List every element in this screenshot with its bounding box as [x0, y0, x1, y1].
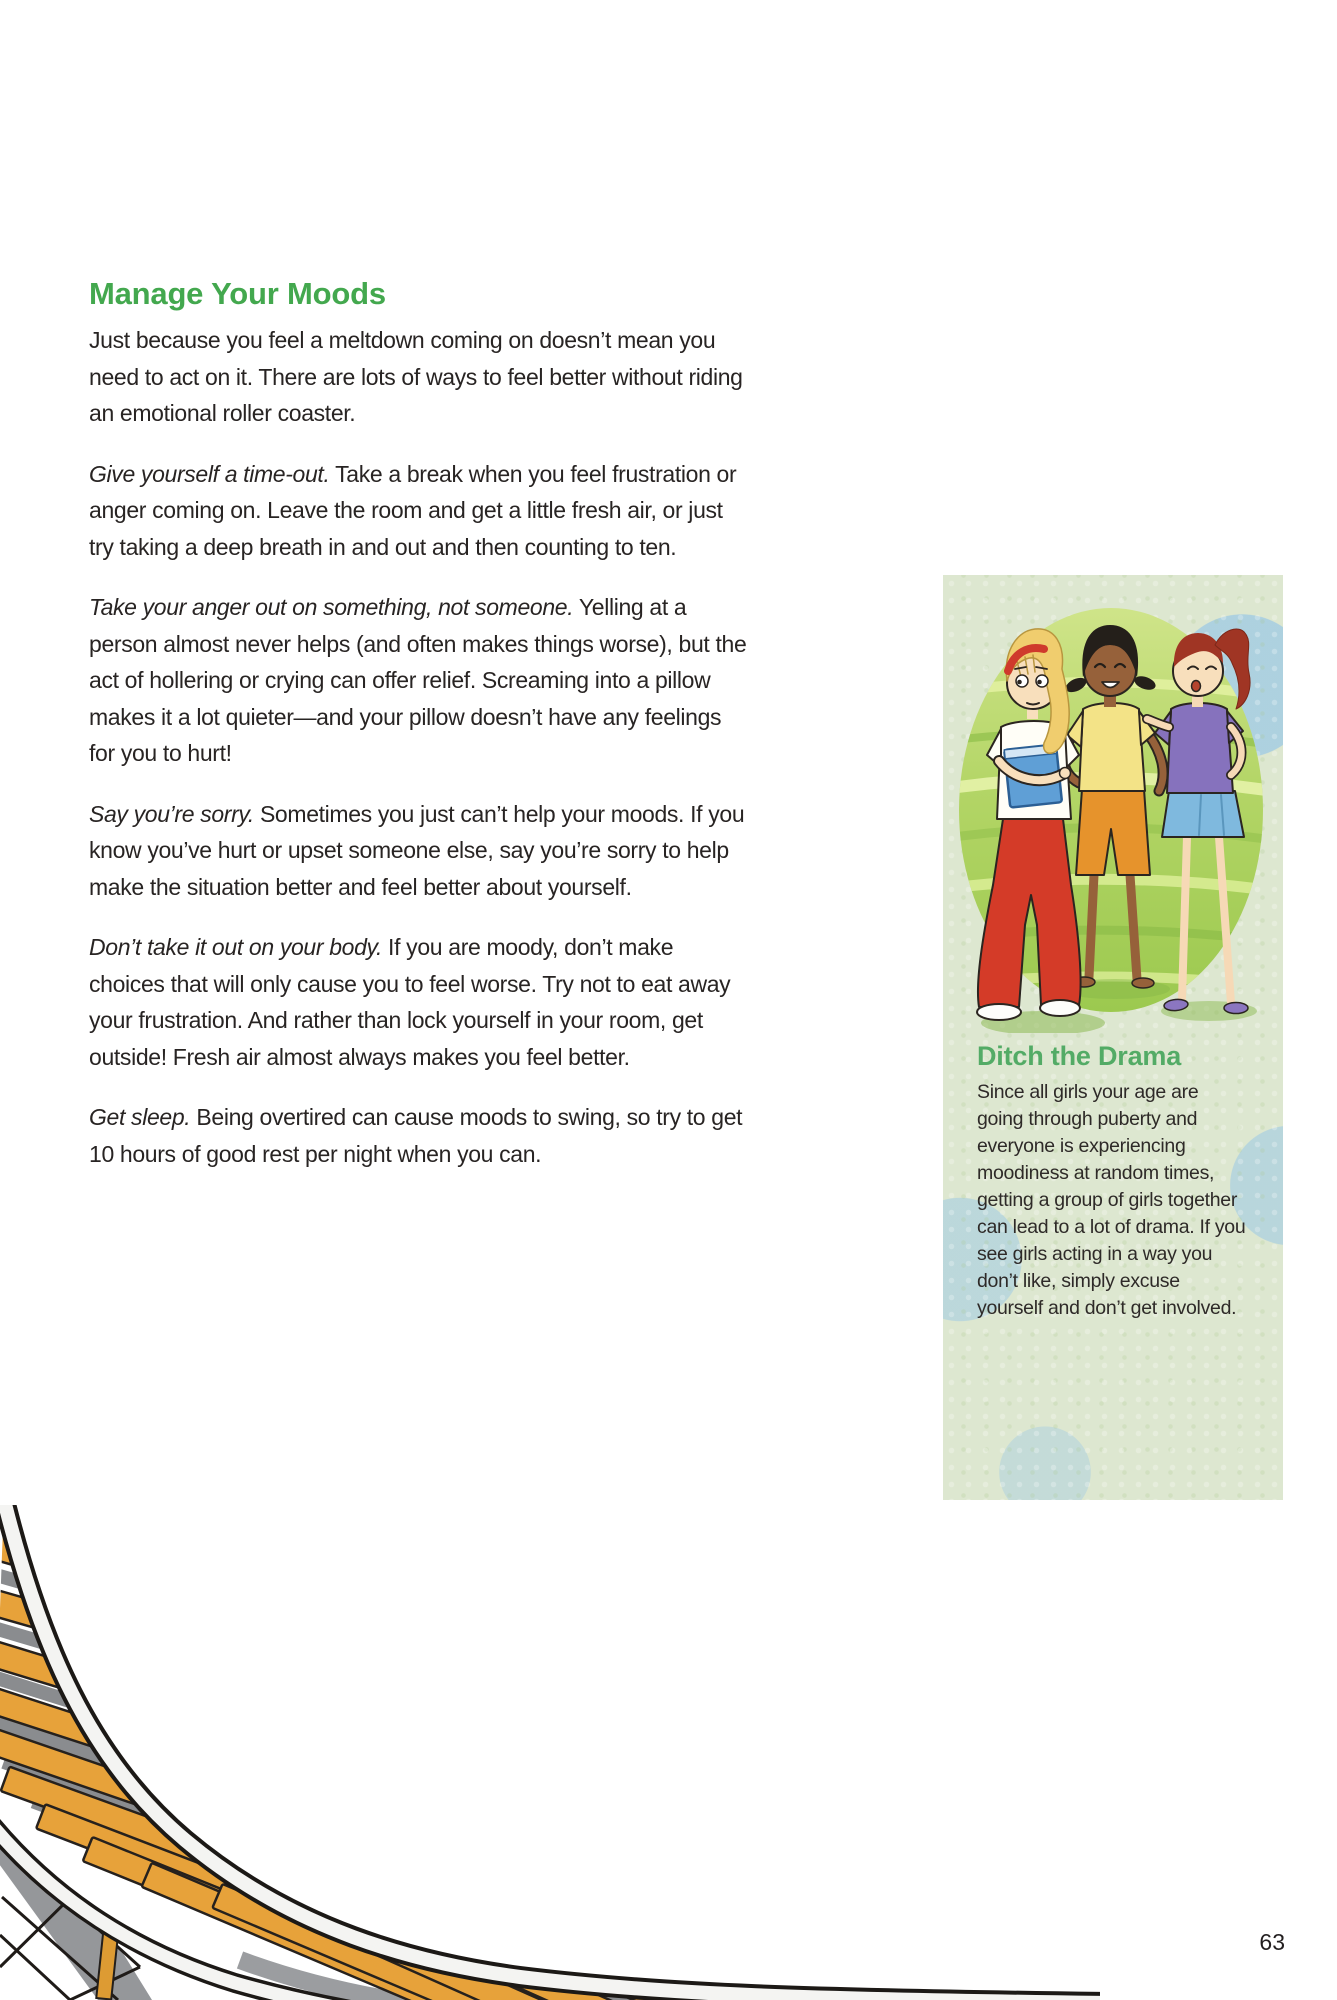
tip-lead: Don’t take it out on your body.	[89, 934, 383, 960]
tip-body: Yelling at a person almost never helps (and often makes things worse), but the act of hollering or crying can offer relief. Screaming into a pillow makes it a lot quieter—and your pillow doesn’t have any feelings for you to hurt!	[89, 594, 747, 766]
tip-lead: Say you’re sorry.	[89, 800, 254, 827]
tip-lead: Get sleep.	[89, 1104, 191, 1130]
tip-paragraph-anger	[89, 589, 751, 772]
sidebar-body: Since all girls your age are going through puberty and everyone is experiencing moodiness at random times, getting a group of girls together can lead to a lot of drama. If you see girls acting in a way you don’t like, simply excuse yourself and don’t get involved.	[977, 1081, 1246, 1319]
roller-coaster-track-illustration	[0, 1505, 1100, 2000]
tip-body: Being overtired can cause moods to swing, so try to get 10 hours of good rest per night when you can.	[89, 1104, 743, 1167]
girls-on-grass-drawing	[943, 575, 1283, 1033]
tip-body: Take a break when you feel frustration or anger coming on. Leave the room and get a little fresh air, or just try taking a deep breath in and out and then counting to ten.	[89, 460, 737, 560]
track-drawing	[0, 1505, 1100, 2000]
ditch-the-drama-sidebar	[943, 575, 1283, 1500]
tip-body: If you are moody, don’t make choices that will only cause you to feel worse. Try not to eat away your frustration. And rather than lock yourself in your room, get outside! Fresh air almost always makes you feel better.	[89, 934, 731, 1070]
sidebar-heading: Ditch the Drama	[977, 1041, 1182, 1071]
tip-paragraph-body	[89, 929, 751, 1075]
page-number: 63	[1259, 1929, 1285, 1955]
tip-lead: Take your anger out on something, not someone.	[89, 594, 574, 620]
page-title: Manage Your Moods	[89, 276, 386, 311]
tip-body: Sometimes you just can’t help your moods. If you know you’ve hurt or upset someone else, say you’re sorry to help make the situation better and feel better about yourself.	[89, 800, 745, 900]
tip-paragraph-sorry	[89, 796, 751, 906]
tip-paragraph-sleep	[89, 1099, 751, 1172]
track-bed	[0, 1505, 1100, 2000]
intro-paragraph: Just because you feel a meltdown coming on doesn’t mean you need to act on it. There are lots of ways to feel better without riding an emotional roller coaster.	[89, 327, 743, 426]
tip-lead: Give yourself a time-out.	[89, 460, 330, 487]
three-girls-illustration	[943, 575, 1283, 1033]
main-column	[89, 276, 751, 1196]
tip-paragraph-timeout	[89, 456, 751, 566]
